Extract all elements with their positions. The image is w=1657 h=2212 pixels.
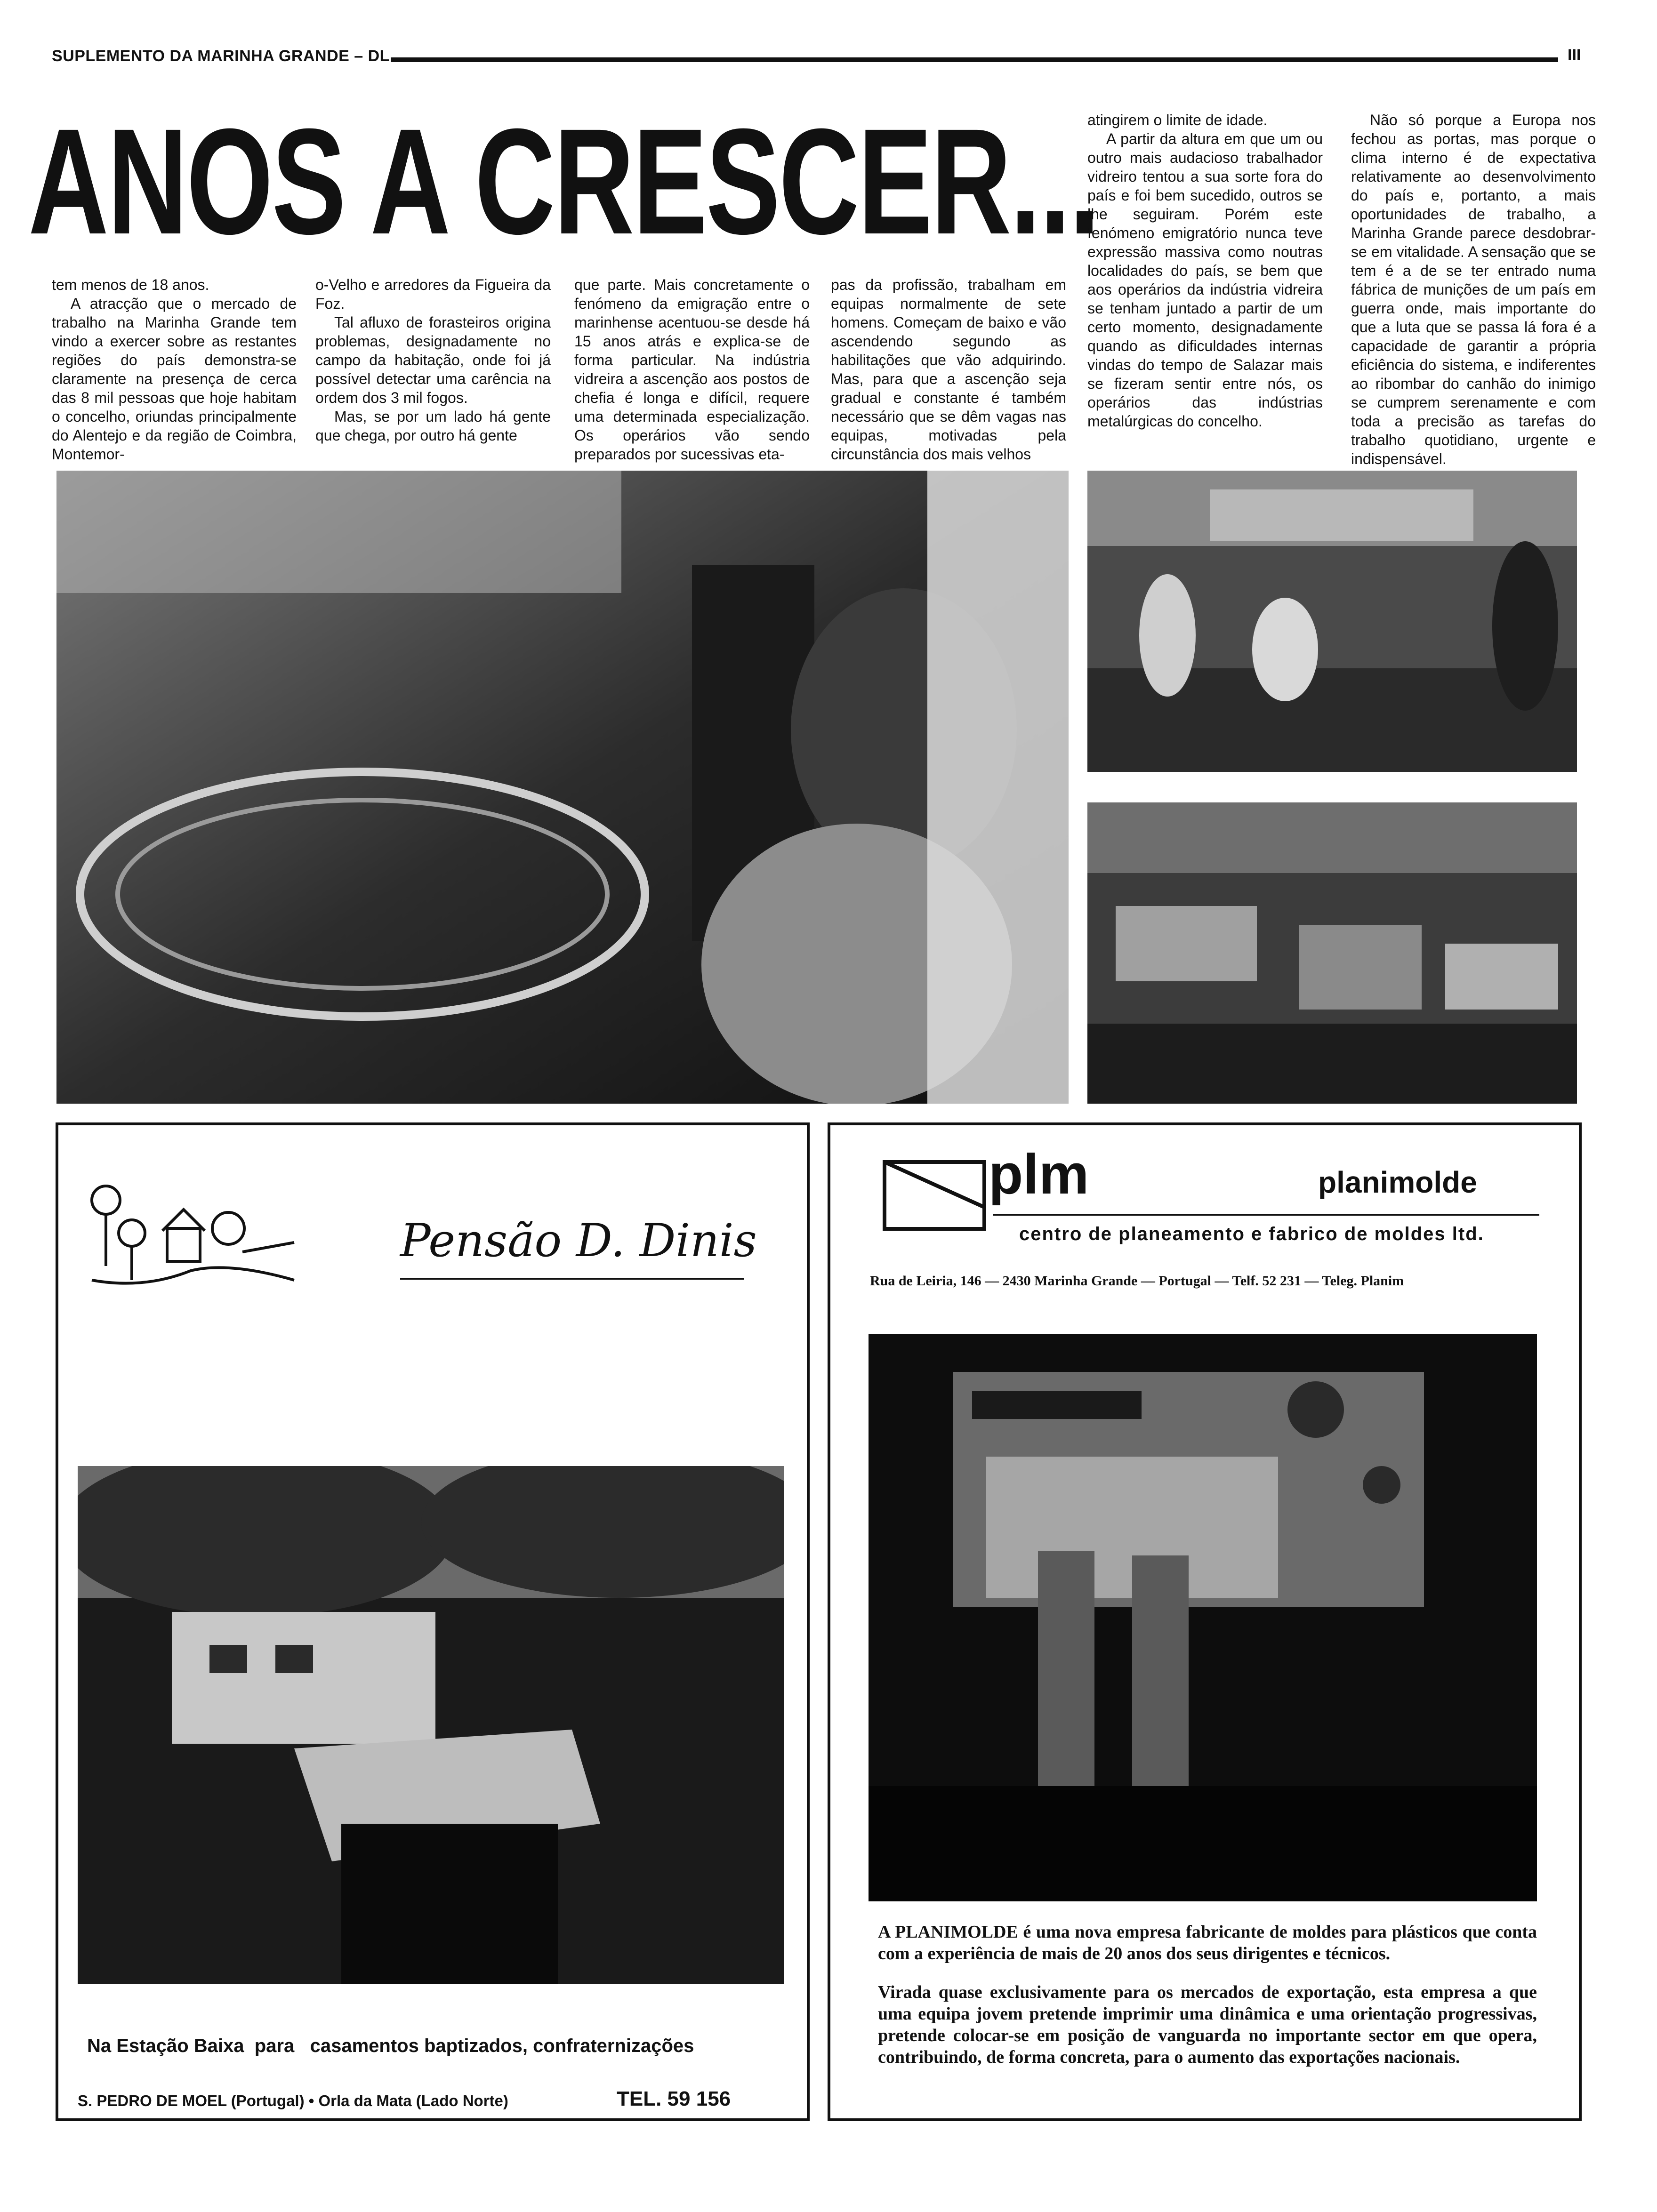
- pensao-address: S. PEDRO DE MOEL (Portugal) • Orla da Mata (Lado Norte): [78, 2092, 508, 2109]
- paragraph: que parte. Mais concretamente o fenómeno da emigração entre o marinhense acentuou-se desde há 15 anos atrás e explica-se de forma particular. Na indústria vidreira a ascenção aos postos de chefia é longa e difícil, requere uma determinada especialização. Os operários vão sendo preparados por sucessivas eta-: [574, 276, 810, 463]
- factory-floor-photo: [1087, 802, 1577, 1104]
- house-trees-sketch-icon: [87, 1172, 304, 1304]
- running-title: SUPLEMENTO DA MARINHA GRANDE – DL: [52, 47, 390, 65]
- paragraph: Mas, se por um lado há gente que chega, por outro há gente: [315, 408, 551, 444]
- planimolde-brand: planimolde: [1318, 1165, 1477, 1199]
- paragraph: o-Velho e arredores da Figueira da Foz.: [315, 276, 551, 312]
- article-column-2: [315, 275, 551, 445]
- paragraph: Não só porque a Europa nos fechou as portas, mas porque o clima interno é de expectativa relativamente ao desenvolvimento do país e, portanto, a mais oportunidades de trabalho, a Marinha Grande parece desdobrar-se em vitalidade. A sensação que se tem é a de se ter entrado numa fábrica de munições de um país em guerra onde, mais importante do que a luta que se passa lá fora é a capacidade de garantir a própria eficiência do sistema, e indiferentes ao ribombar do canhão do inimigo se cumprem serenamente e com toda a precisão as tarefas do trabalho quotidiano, urgente e indispensável.: [1351, 112, 1596, 467]
- paragraph: pas da profissão, trabalham em equipas normalmente de sete homens. Começam de baixo e vão ascendendo segundo as habilitações que vão adquirindo. Mas, para que a ascenção seja gradual e constante é também necessário que se dêm vagas nas equipas, motivadas pela circunstância dos mais velhos: [831, 276, 1066, 463]
- page-number: III: [1568, 46, 1581, 64]
- paragraph: A partir da altura em que um ou outro mais audacioso trabalhador vidreiro tentou a sua sorte fora do país e foi bem sucedido, outros se lhe seguiram. Porém este fenómeno emigratório nunca teve expressão massiva como noutras localidades do país, se bem que aos operários da indústria vidreira se tenham juntado a partir de um certo momento, designadamente quando as dificuldades internas vindas do tempo de Salazar mais se fizeram sentir entre nós, os operários das indústrias metalúrgicas do concelho.: [1087, 130, 1323, 430]
- pensao-building-photo: [78, 1466, 784, 1984]
- pensao-phone: TEL. 59 156: [617, 2087, 731, 2110]
- paragraph: atingirem o limite de idade.: [1087, 112, 1268, 128]
- planimolde-text-2: Virada quase exclusivamente para os mercados de exportação, esta empresa a que uma equipa jovem pretende imprimir uma dinâmica e uma orientação progressivas, pretende colocar-se em posição de vanguarda no importante sector em que opera, contribuindo, de forma concreta, para o aumento das exportações nacionais.: [878, 1982, 1537, 2067]
- paragraph: Tal afluxo de forasteiros origina problemas, designadamente no campo da habitação, onde foi já possível detectar uma carência na ordem dos 3 mil fogos.: [315, 314, 551, 406]
- pensao-tagline: [87, 2036, 694, 2057]
- factory-worker-photo: [56, 471, 1069, 1104]
- paragraph: tem menos de 18 anos.: [52, 276, 209, 293]
- plm-logo-text: plm: [989, 1143, 1089, 1206]
- planimolde-text-1: A PLANIMOLDE é uma nova empresa fabricante de moldes para plásticos que conta com a experiência de mais de 20 anos dos seus dirigentes e técnicos.: [878, 1922, 1537, 1964]
- tagline-connector: para: [254, 2036, 295, 2056]
- article-column-6: [1351, 111, 1596, 468]
- divider: [400, 1278, 744, 1280]
- planimolde-machinery-photo: [869, 1334, 1537, 1901]
- article-column-1: [52, 275, 297, 464]
- tagline-services: casamentos baptizados, confraternizações: [310, 2036, 694, 2056]
- article-column-5: [1087, 111, 1323, 431]
- pensao-name: Pensão D. Dinis: [400, 1214, 757, 1267]
- divider: [993, 1214, 1539, 1216]
- plm-logo-icon: [883, 1160, 986, 1231]
- planimolde-subtitle: centro de planeamento e fabrico de moldes ltd.: [1019, 1224, 1484, 1244]
- paragraph: A atracção que o mercado de trabalho na Marinha Grande tem vindo a exercer sobre as restantes regiões do país demonstra-se claramente na presença de cerca das 8 mil pessoas que hoje habitam o concelho, oriundas principalmente do Alentejo e da região de Coimbra, Montemor-: [52, 295, 297, 463]
- article-column-3: [574, 275, 810, 464]
- article-column-4: [831, 275, 1066, 464]
- headline: ANOS A CRESCER...: [28, 97, 1099, 265]
- factory-shop-photo: [1087, 471, 1577, 772]
- tagline-location: Na Estação Baixa: [87, 2036, 244, 2056]
- planimolde-address: Rua de Leiria, 146 — 2430 Marinha Grande — Portugal — Telf. 52 231 — Teleg. Planim: [870, 1273, 1404, 1289]
- header-rule: [391, 57, 1558, 62]
